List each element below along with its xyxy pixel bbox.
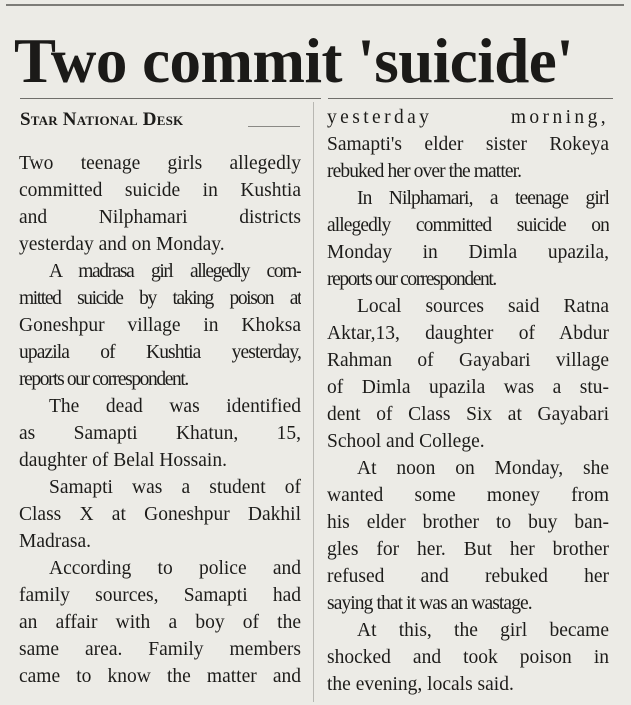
article-line: Class X at Goneshpur Dakhil bbox=[19, 504, 301, 525]
byline-rule bbox=[248, 126, 300, 127]
article-line: the evening, locals said. bbox=[327, 674, 514, 695]
article-line: Two teenage girls allegedly bbox=[19, 153, 301, 174]
article-line: rebuked her over the matter. bbox=[327, 161, 522, 182]
article-line: Rahman of Gayabari village bbox=[327, 350, 609, 371]
article-line: yesterday and on Monday. bbox=[19, 234, 225, 255]
article-line: as Samapti Khatun, 15, bbox=[19, 423, 301, 444]
article-line: and Nilphamari districts bbox=[19, 207, 301, 228]
article-line: same area. Family members bbox=[19, 639, 301, 660]
column-divider bbox=[313, 102, 314, 702]
article-line: wanted some money from bbox=[327, 485, 609, 506]
article-line: shocked and took poison in bbox=[327, 647, 609, 668]
top-rule bbox=[6, 4, 624, 6]
article-line: dent of Class Six at Gayabari bbox=[327, 404, 609, 425]
article-line: According to police and bbox=[49, 558, 301, 579]
article-line: refused and rebuked her bbox=[327, 566, 609, 587]
headline-rule-left bbox=[20, 98, 321, 99]
article-line: saying that it was an wastage. bbox=[327, 593, 532, 614]
article-line: of Dimla upazila was a stu- bbox=[327, 377, 609, 398]
article-line: A madrasa girl allegedly com- bbox=[49, 261, 301, 282]
headline: Two commit 'suicide' bbox=[14, 26, 574, 96]
article-line: upazila of Kushtia yesterday, bbox=[19, 342, 301, 363]
article-line: committed suicide in Kushtia bbox=[19, 180, 301, 201]
article-line: came to know the matter and bbox=[19, 666, 301, 687]
article-line: an affair with a boy of the bbox=[19, 612, 301, 633]
left-column bbox=[19, 150, 301, 690]
article-line: At this, the girl became bbox=[357, 620, 609, 641]
article-line: yesterday morning, bbox=[327, 107, 609, 128]
article-line: his elder brother to buy ban- bbox=[327, 512, 609, 533]
article-line: Monday in Dimla upazila, bbox=[327, 242, 609, 263]
article-line: allegedly committed suicide on bbox=[327, 215, 609, 236]
byline: Star National Desk bbox=[20, 109, 184, 130]
headline-rule-right bbox=[328, 98, 613, 99]
article-line: Goneshpur village in Khoksa bbox=[19, 315, 301, 336]
article-line: gles for her. But her brother bbox=[327, 539, 609, 560]
article-line: Samapti was a student of bbox=[49, 477, 301, 498]
article-line: In Nilphamari, a teenage girl bbox=[357, 188, 609, 209]
right-column bbox=[327, 104, 609, 698]
article-line: daughter of Belal Hossain. bbox=[19, 450, 227, 471]
article-line: The dead was identified bbox=[49, 396, 301, 417]
article-line: Local sources said Ratna bbox=[357, 296, 609, 317]
article-line: Madrasa. bbox=[19, 531, 92, 552]
article-line: Aktar,13, daughter of Abdur bbox=[327, 323, 609, 344]
article-line: mitted suicide by taking poison at bbox=[19, 288, 301, 309]
article-line: At noon on Monday, she bbox=[357, 458, 609, 479]
article-line: School and College. bbox=[327, 431, 485, 452]
article-line: reports our correspondent. bbox=[327, 269, 496, 290]
article-line: reports our correspondent. bbox=[19, 369, 188, 390]
article-line: Samapti's elder sister Rokeya bbox=[327, 134, 609, 155]
article-line: family sources, Samapti had bbox=[19, 585, 301, 606]
